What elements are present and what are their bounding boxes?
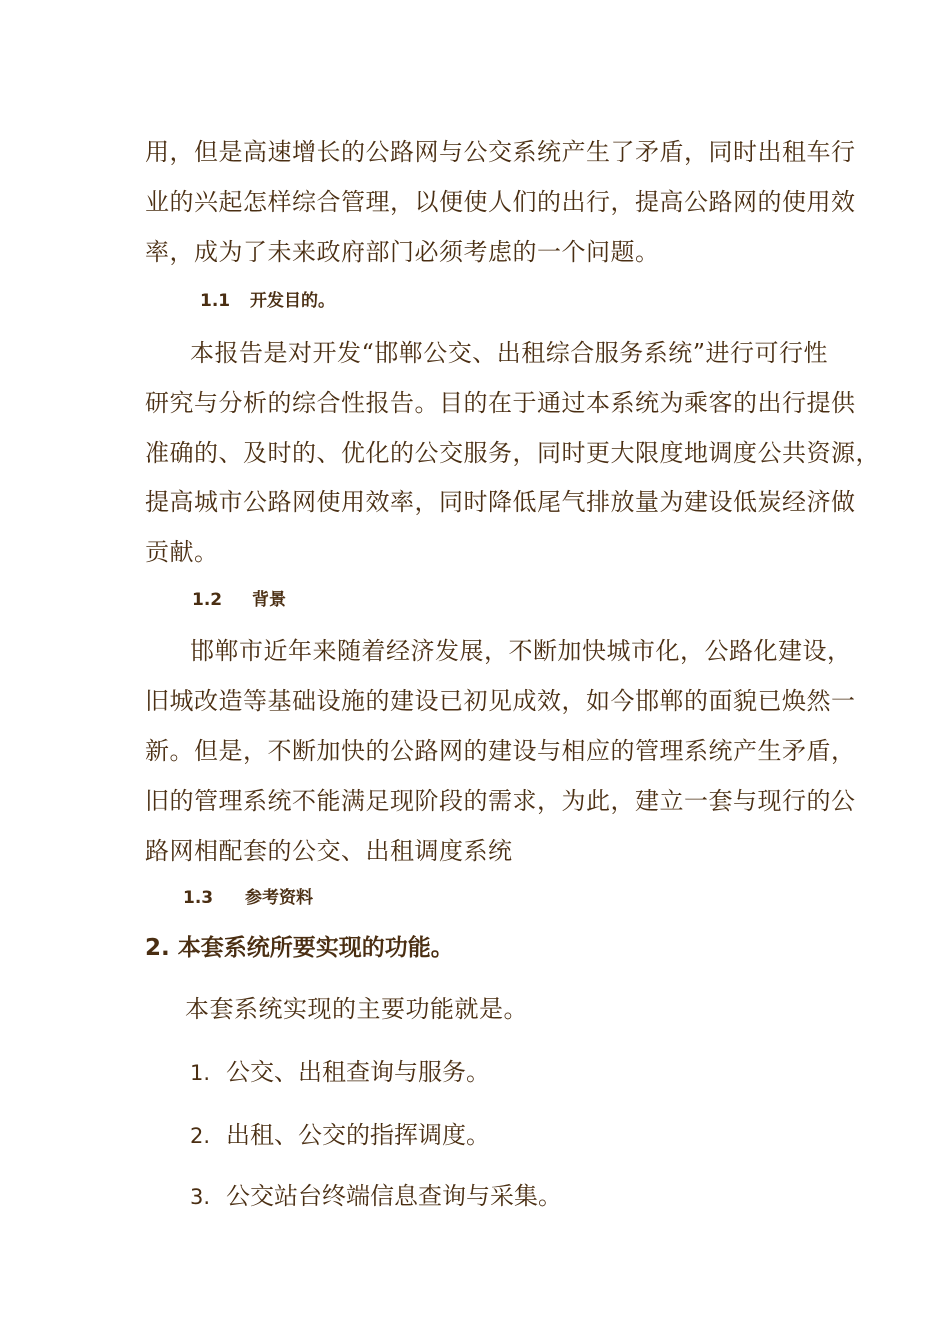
section-1-2-line-3: 新。但是，不断加快的公路网的建设与相应的管理系统产生矛盾， xyxy=(145,737,856,765)
section-1-1-line-1: 本报告是对开发“邯郸公交、出租综合服务系统”进行可行性 xyxy=(190,339,829,367)
section-1-2-title: 背景 xyxy=(252,590,287,610)
list-item xyxy=(190,1120,490,1151)
section-1-1-heading xyxy=(200,289,335,313)
section-1-1-line-5: 贡献。 xyxy=(145,538,219,566)
section-1-3-title: 参考资料 xyxy=(245,888,314,908)
section-1-2-line-1: 邯郸市近年来随着经济发展，不断加快城市化，公路化建设， xyxy=(190,637,852,665)
intro-line-2: 业的兴起怎样综合管理，以便使人们的出行，提高公路网的使用效 xyxy=(145,188,856,216)
intro-line-1: 用，但是高速增长的公路网与公交系统产生了矛盾，同时出租车行 xyxy=(145,138,856,166)
section-1-3-number: 1.3 xyxy=(183,888,214,908)
list-item-number: 1. xyxy=(190,1061,211,1085)
list-item xyxy=(190,1057,490,1088)
list-item-number: 3. xyxy=(190,1185,211,1209)
section-1-2-line-4: 旧的管理系统不能满足现阶段的需求，为此，建立一套与现行的公 xyxy=(145,787,856,815)
section-1-1-line-2: 研究与分析的综合性报告。目的在于通过本系统为乘客的出行提供 xyxy=(145,389,856,417)
section-1-1-line-4: 提高城市公路网使用效率，同时降低尾气排放量为建设低炭经济做 xyxy=(145,488,856,516)
section-1-1-title: 开发目的。 xyxy=(250,291,336,311)
list-item-text: 公交、出租查询与服务。 xyxy=(226,1058,490,1086)
list-item xyxy=(190,1181,562,1212)
section-2-intro: 本套系统实现的主要功能就是。 xyxy=(185,995,528,1023)
section-1-2-line-2: 旧城改造等基础设施的建设已初见成效，如今邯郸的面貌已焕然一 xyxy=(145,687,856,715)
section-2-heading: 2. 本套系统所要实现的功能。 xyxy=(145,935,454,961)
intro-line-3: 率，成为了未来政府部门必须考虑的一个问题。 xyxy=(145,238,660,266)
section-1-3-heading xyxy=(183,886,313,910)
section-1-2-line-5: 路网相配套的公交、出租调度系统 xyxy=(145,837,513,865)
section-1-2-number: 1.2 xyxy=(192,590,223,610)
section-1-1-line-3: 准确的、及时的、优化的公交服务，同时更大限度地调度公共资源， xyxy=(145,439,880,467)
section-1-1-number: 1.1 xyxy=(200,291,231,311)
list-item-text: 出租、公交的指挥调度。 xyxy=(226,1121,490,1149)
section-1-2-heading xyxy=(192,588,286,612)
list-item-number: 2. xyxy=(190,1124,211,1148)
list-item-text: 公交站台终端信息查询与采集。 xyxy=(226,1182,562,1210)
